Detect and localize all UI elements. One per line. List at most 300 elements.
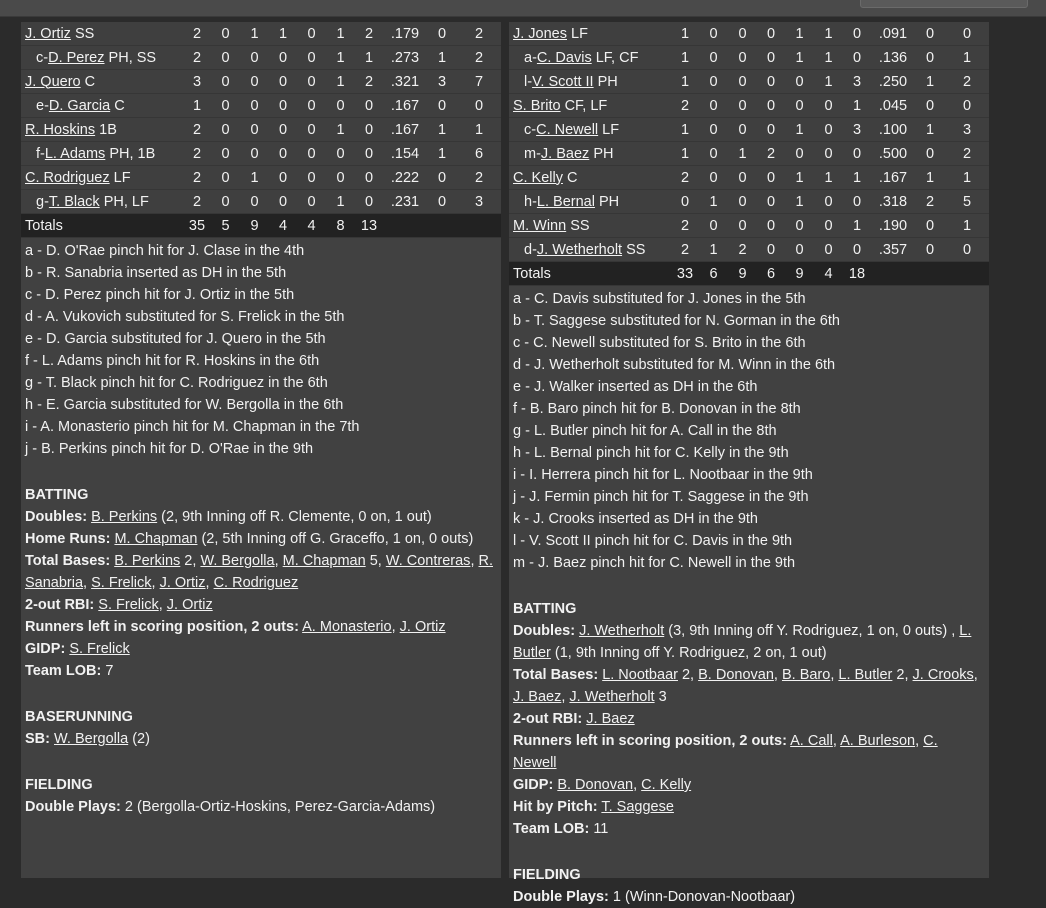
stat-text: 2, xyxy=(677,667,699,683)
note-line: c - C. Newell substituted for S. Brito in the 6th xyxy=(513,335,806,351)
stat-cell: 1 xyxy=(843,214,871,238)
stat-cell: 0 xyxy=(211,190,240,214)
stat-text: 1 (Winn-Donovan-Nootbaar) xyxy=(612,889,796,905)
player-link[interactable]: S. Frelick xyxy=(91,575,152,591)
note-line: f - B. Baro pinch hit for B. Donovan in the 8th xyxy=(513,401,801,417)
stat-cell: 2 xyxy=(183,118,211,142)
player-position: 1B xyxy=(99,121,117,138)
player-cell xyxy=(21,166,183,190)
stat-cell: 0 xyxy=(211,46,240,70)
player-position: C xyxy=(114,97,125,114)
player-cell xyxy=(509,70,671,94)
stat-cell: 0 xyxy=(240,46,269,70)
player-name-link[interactable]: C. Kelly xyxy=(513,169,563,186)
player-name-link[interactable]: J. Ortiz xyxy=(25,25,71,42)
fielding-section xyxy=(509,862,989,908)
player-name-link[interactable]: J. Jones xyxy=(513,25,567,42)
player-position: PH xyxy=(593,145,614,162)
stat-cell: 1 xyxy=(427,142,457,166)
player-position: PH, SS xyxy=(108,49,157,66)
note-line: f - L. Adams pinch hit for R. Hoskins in the 6th xyxy=(25,353,320,369)
stat-cell: 0 xyxy=(269,190,297,214)
stat-cell: 0 xyxy=(699,94,728,118)
stat-text: 5, xyxy=(365,553,386,569)
player-name-link[interactable]: V. Scott II xyxy=(532,73,594,90)
stat-cell: 1 xyxy=(326,190,355,214)
section-title: BATTING xyxy=(513,601,577,617)
section-title: BATTING xyxy=(25,487,89,503)
stat-cell: 0 xyxy=(728,190,757,214)
player-position: PH xyxy=(597,73,618,90)
player-link[interactable]: C. Rodriguez xyxy=(213,575,299,591)
player-link[interactable]: J. Baez xyxy=(586,711,635,727)
stat-cell: 0 xyxy=(427,166,457,190)
player-link[interactable]: A. Call xyxy=(790,733,833,749)
stat-cell: 0 xyxy=(427,190,457,214)
table-row xyxy=(509,214,989,238)
stat-cell: 0 xyxy=(211,70,240,94)
stat-cell: 2 xyxy=(757,142,785,166)
note-line: a - D. O'Rae pinch hit for J. Clase in the 4th xyxy=(25,243,305,259)
stat-cell: 1 xyxy=(269,22,297,46)
player-cell xyxy=(509,46,671,70)
totals-label: Totals xyxy=(21,214,183,238)
stat-cell: 2 xyxy=(183,46,211,70)
stat-cell: 1 xyxy=(814,70,843,94)
stat-label: Runners left in scoring position, 2 outs: xyxy=(513,733,787,749)
stat-cell: 1 xyxy=(785,166,814,190)
player-cell xyxy=(509,142,671,166)
stat-cell: 3 xyxy=(457,190,501,214)
baserunning-section xyxy=(21,704,501,750)
stat-cell: 0 xyxy=(915,142,945,166)
stat-cell: .321 xyxy=(383,70,427,94)
stat-line xyxy=(513,886,985,908)
player-link[interactable]: A. Burleson xyxy=(840,733,916,749)
stat-text: , xyxy=(391,619,400,635)
stat-cell: 0 xyxy=(728,166,757,190)
stat-cell: 1 xyxy=(728,142,757,166)
stat-cell: 0 xyxy=(355,94,383,118)
totals-stat: 9 xyxy=(785,262,814,286)
stat-cell: .091 xyxy=(871,22,915,46)
player-position: LF xyxy=(571,25,588,42)
stat-line xyxy=(25,728,497,750)
stat-cell: 0 xyxy=(240,142,269,166)
stat-line xyxy=(513,664,985,708)
table-row xyxy=(509,118,989,142)
totals-stat xyxy=(383,214,427,238)
player-position: SS xyxy=(570,217,590,234)
stat-cell: .100 xyxy=(871,118,915,142)
stat-cell: 0 xyxy=(297,142,326,166)
table-row xyxy=(509,142,989,166)
sub-prefix: c- xyxy=(36,49,49,66)
player-cell xyxy=(21,118,183,142)
totals-stat: 6 xyxy=(757,262,785,286)
stat-line xyxy=(513,796,985,818)
stat-cell: 0 xyxy=(843,142,871,166)
player-link[interactable]: C. Newell xyxy=(513,733,938,771)
stat-cell: 0 xyxy=(297,46,326,70)
stat-text: , xyxy=(633,777,642,793)
player-link[interactable]: J. Ortiz xyxy=(166,597,213,613)
player-position: PH, 1B xyxy=(109,145,156,162)
player-position: SS xyxy=(626,241,646,258)
stat-label: 2-out RBI: xyxy=(513,711,583,727)
stat-cell: 0 xyxy=(757,166,785,190)
top-toolbar xyxy=(0,0,1046,17)
player-link[interactable]: J. Baez xyxy=(513,689,562,705)
player-link[interactable]: R. Sanabria xyxy=(25,553,493,591)
stat-cell: .318 xyxy=(871,190,915,214)
stat-line xyxy=(513,774,985,796)
stat-cell: 1 xyxy=(785,22,814,46)
stat-cell: 0 xyxy=(326,94,355,118)
totals-stat: 9 xyxy=(240,214,269,238)
note-line: k - J. Crooks inserted as DH in the 9th xyxy=(513,511,758,527)
sub-prefix: c- xyxy=(524,121,537,138)
stat-cell: 0 xyxy=(355,190,383,214)
totals-stat xyxy=(915,262,945,286)
stat-cell: 0 xyxy=(427,94,457,118)
stat-label: GIDP: xyxy=(25,641,66,657)
note-line: g - T. Black pinch hit for C. Rodriguez in the 6th xyxy=(25,375,328,391)
player-link[interactable]: A. Monasterio xyxy=(302,619,392,635)
note-line: j - J. Fermin pinch hit for T. Saggese in the 9th xyxy=(513,489,809,505)
stat-cell: 0 xyxy=(240,190,269,214)
stat-line xyxy=(25,638,497,660)
stat-cell: 0 xyxy=(785,214,814,238)
stat-cell: 0 xyxy=(355,166,383,190)
stat-cell: 2 xyxy=(183,166,211,190)
stat-cell: 0 xyxy=(814,142,843,166)
stat-cell: .167 xyxy=(383,118,427,142)
stat-cell: 1 xyxy=(843,166,871,190)
note-line: j - B. Perkins pinch hit for D. O'Rae in the 9th xyxy=(25,441,314,457)
player-link[interactable]: L. Butler xyxy=(513,623,972,661)
player-cell xyxy=(509,166,671,190)
stat-cell: 0 xyxy=(211,22,240,46)
stat-text: (3, 9th Inning off Y. Rodriguez, 1 on, 0 outs) , xyxy=(664,623,960,639)
stat-line xyxy=(25,506,497,528)
player-position: CF, LF xyxy=(564,97,608,114)
stat-cell: 1 xyxy=(326,46,355,70)
stat-text: (2, 9th Inning off R. Clemente, 0 on, 1 out) xyxy=(157,509,432,525)
table-row xyxy=(21,46,501,70)
totals-stat: 4 xyxy=(297,214,326,238)
player-link[interactable]: B. Donovan xyxy=(698,667,774,683)
player-name-link[interactable]: D. Perez xyxy=(48,49,105,66)
sub-prefix: l- xyxy=(524,73,533,90)
stat-text: , xyxy=(830,667,839,683)
stat-line xyxy=(25,594,497,616)
table-row xyxy=(509,46,989,70)
totals-stat xyxy=(457,214,501,238)
player-position: LF xyxy=(113,169,131,186)
stat-label: Doubles: xyxy=(513,623,576,639)
stat-cell: 1 xyxy=(457,118,501,142)
stat-cell: 0 xyxy=(915,214,945,238)
stat-cell: 0 xyxy=(814,214,843,238)
stat-text: , xyxy=(561,689,570,705)
stat-line xyxy=(513,818,985,840)
player-position: SS xyxy=(74,25,95,42)
stat-label: Runners left in scoring position, 2 outs: xyxy=(25,619,299,635)
stat-cell: 6 xyxy=(457,142,501,166)
stat-cell: 0 xyxy=(785,70,814,94)
stat-text: , xyxy=(274,553,283,569)
stat-cell: 0 xyxy=(269,118,297,142)
stat-line xyxy=(25,550,497,594)
player-link[interactable]: W. Contreras xyxy=(385,553,471,569)
stat-text: , xyxy=(915,733,924,749)
player-link[interactable]: B. Donovan xyxy=(557,777,634,793)
stat-cell: 3 xyxy=(843,70,871,94)
table-row xyxy=(509,190,989,214)
stat-cell: 0 xyxy=(843,190,871,214)
player-name-link[interactable]: M. Winn xyxy=(513,217,567,234)
stat-text: (2) xyxy=(128,731,150,747)
stat-cell: 0 xyxy=(699,70,728,94)
stat-cell: 0 xyxy=(757,70,785,94)
stat-cell: 0 xyxy=(757,22,785,46)
stat-cell: 0 xyxy=(915,94,945,118)
stat-text: , xyxy=(973,667,978,683)
stat-text: , xyxy=(83,575,92,591)
stat-text: 2, xyxy=(892,667,913,683)
player-link[interactable]: W. Bergolla xyxy=(200,553,275,569)
player-name-link[interactable]: C. Newell xyxy=(536,121,599,138)
note-line: b - T. Saggese substituted for N. Gorman in the 6th xyxy=(513,313,840,329)
note-line: i - A. Monasterio pinch hit for M. Chapman in the 7th xyxy=(25,419,360,435)
table-row xyxy=(509,70,989,94)
player-name-link[interactable]: D. Garcia xyxy=(48,97,111,114)
player-name-link[interactable]: L. Bernal xyxy=(536,193,595,210)
player-name-link[interactable]: J. Quero xyxy=(25,73,81,90)
stat-cell: 0 xyxy=(757,118,785,142)
stat-cell: 0 xyxy=(757,238,785,262)
player-link[interactable]: C. Kelly xyxy=(641,777,692,793)
stat-cell: .231 xyxy=(383,190,427,214)
stat-cell: 2 xyxy=(671,238,699,262)
stat-text: 11 xyxy=(593,821,609,837)
player-link[interactable]: L. Butler xyxy=(838,667,893,683)
stat-cell: 0 xyxy=(297,166,326,190)
stat-cell: 1 xyxy=(671,70,699,94)
stat-cell: 1 xyxy=(240,22,269,46)
stat-cell: 0 xyxy=(211,142,240,166)
player-position: C xyxy=(567,169,578,186)
stat-text: , xyxy=(470,553,479,569)
player-link[interactable]: J. Wetherholt xyxy=(569,689,655,705)
note-line: h - E. Garcia substituted for W. Bergolla in the 6th xyxy=(25,397,344,413)
stat-cell: 0 xyxy=(297,118,326,142)
player-link[interactable]: W. Bergolla xyxy=(54,731,129,747)
totals-stat: 5 xyxy=(211,214,240,238)
player-name-link[interactable]: C. Rodriguez xyxy=(25,169,110,186)
stat-label: Hit by Pitch: xyxy=(513,799,598,815)
player-cell xyxy=(21,94,183,118)
top-search-field[interactable] xyxy=(860,0,1028,8)
substitution-notes xyxy=(21,238,501,460)
player-name-link[interactable]: C. Davis xyxy=(536,49,592,66)
player-cell xyxy=(509,238,671,262)
table-row xyxy=(21,22,501,46)
stat-cell: 0 xyxy=(785,142,814,166)
stat-cell: 2 xyxy=(671,214,699,238)
note-line: b - R. Sanabria inserted as DH in the 5th xyxy=(25,265,287,281)
stat-cell: 1 xyxy=(427,118,457,142)
player-link[interactable]: S. Frelick xyxy=(98,597,159,613)
stat-cell: 0 xyxy=(211,118,240,142)
stat-cell: 1 xyxy=(814,46,843,70)
stat-text: 3 xyxy=(654,689,667,705)
note-line: i - I. Herrera pinch hit for L. Nootbaar in the 9th xyxy=(513,467,813,483)
stat-cell: .179 xyxy=(383,22,427,46)
batting-box-table xyxy=(21,22,501,238)
player-cell xyxy=(21,46,183,70)
stat-cell: 2 xyxy=(183,190,211,214)
player-link[interactable]: B. Perkins xyxy=(114,553,181,569)
stat-cell: 1 xyxy=(240,166,269,190)
stat-cell: 1 xyxy=(785,118,814,142)
batting-section xyxy=(21,482,501,682)
note-line: e - D. Garcia substituted for J. Quero in the 5th xyxy=(25,331,326,347)
player-link[interactable]: S. Frelick xyxy=(69,641,130,657)
stat-cell: 0 xyxy=(814,94,843,118)
player-position: LF, CF xyxy=(595,49,639,66)
stat-cell: .167 xyxy=(871,166,915,190)
stat-cell: .167 xyxy=(383,94,427,118)
player-cell xyxy=(509,214,671,238)
player-link[interactable]: M. Chapman xyxy=(114,531,198,547)
player-name-link[interactable]: J. Wetherholt xyxy=(536,241,623,258)
player-link[interactable]: B. Perkins xyxy=(91,509,158,525)
player-name-link[interactable]: L. Adams xyxy=(44,145,106,162)
stat-cell: 2 xyxy=(671,166,699,190)
stat-cell: 0 xyxy=(699,166,728,190)
stat-cell: 3 xyxy=(945,118,989,142)
player-position: LF xyxy=(602,121,620,138)
player-name-link[interactable]: R. Hoskins xyxy=(25,121,96,138)
stat-cell: 3 xyxy=(183,70,211,94)
stat-text: (1, 9th Inning off Y. Rodriguez, 2 on, 1 out) xyxy=(550,645,827,661)
stat-label: Total Bases: xyxy=(25,553,111,569)
stat-cell: 0 xyxy=(671,190,699,214)
table-row xyxy=(509,22,989,46)
stat-cell: 0 xyxy=(757,94,785,118)
table-row xyxy=(509,94,989,118)
stat-cell: 2 xyxy=(915,190,945,214)
player-link[interactable]: T. Saggese xyxy=(601,799,674,815)
stat-line xyxy=(25,660,497,682)
stat-cell: .250 xyxy=(871,70,915,94)
stat-line xyxy=(513,708,985,730)
totals-stat: 6 xyxy=(699,262,728,286)
note-line: d - A. Vukovich substituted for S. Frelick in the 5th xyxy=(25,309,345,325)
section-title: FIELDING xyxy=(513,867,581,883)
stat-cell: 1 xyxy=(915,70,945,94)
stat-text: 2 (Bergolla-Ortiz-Hoskins, Perez-Garcia-Adams) xyxy=(124,799,436,815)
player-link[interactable]: J. Wetherholt xyxy=(579,623,665,639)
stat-cell: 1 xyxy=(671,46,699,70)
stat-cell: 1 xyxy=(699,190,728,214)
table-row xyxy=(21,94,501,118)
stat-cell: 0 xyxy=(699,22,728,46)
player-name-link[interactable]: J. Baez xyxy=(540,145,590,162)
stat-cell: 0 xyxy=(843,46,871,70)
stat-cell: .222 xyxy=(383,166,427,190)
totals-stat xyxy=(871,262,915,286)
totals-stat: 13 xyxy=(355,214,383,238)
stat-cell: 1 xyxy=(671,22,699,46)
stat-label: SB: xyxy=(25,731,50,747)
player-cell xyxy=(509,190,671,214)
batting-box-table xyxy=(509,22,989,286)
stat-cell: .273 xyxy=(383,46,427,70)
stat-cell: 0 xyxy=(757,190,785,214)
stat-cell: 0 xyxy=(240,94,269,118)
stat-label: Team LOB: xyxy=(25,663,102,679)
note-line: e - J. Walker inserted as DH in the 6th xyxy=(513,379,758,395)
stat-cell: 0 xyxy=(297,70,326,94)
totals-stat: 9 xyxy=(728,262,757,286)
stat-cell: 3 xyxy=(427,70,457,94)
stat-cell: 0 xyxy=(915,238,945,262)
stat-cell: 2 xyxy=(457,46,501,70)
player-link[interactable]: B. Baro xyxy=(781,667,831,683)
totals-stat: 35 xyxy=(183,214,211,238)
stat-cell: 2 xyxy=(728,238,757,262)
totals-row xyxy=(21,214,501,238)
stat-cell: 1 xyxy=(843,94,871,118)
stat-label: 2-out RBI: xyxy=(25,597,95,613)
totals-stat: 4 xyxy=(269,214,297,238)
stat-cell: 1 xyxy=(785,190,814,214)
stat-label: Team LOB: xyxy=(513,821,590,837)
stat-cell: 0 xyxy=(326,142,355,166)
stat-cell: .500 xyxy=(871,142,915,166)
stat-cell: 0 xyxy=(457,94,501,118)
stat-cell: 0 xyxy=(269,46,297,70)
player-name-link[interactable]: T. Black xyxy=(48,193,100,210)
player-link[interactable]: J. Ortiz xyxy=(159,575,206,591)
player-link[interactable]: L. Nootbaar xyxy=(602,667,678,683)
stat-line xyxy=(513,730,985,774)
stat-cell: 0 xyxy=(211,166,240,190)
stat-cell: 2 xyxy=(457,166,501,190)
section-title: BASERUNNING xyxy=(25,709,133,725)
stat-cell: 0 xyxy=(843,238,871,262)
stat-cell: 0 xyxy=(297,190,326,214)
stat-cell: 2 xyxy=(945,142,989,166)
player-name-link[interactable]: S. Brito xyxy=(513,97,561,114)
totals-stat xyxy=(427,214,457,238)
stat-cell: 5 xyxy=(945,190,989,214)
stat-cell: 0 xyxy=(785,238,814,262)
player-link[interactable]: J. Crooks xyxy=(912,667,974,683)
stat-line xyxy=(25,528,497,550)
stat-cell: 0 xyxy=(814,190,843,214)
stat-cell: 2 xyxy=(355,22,383,46)
stat-cell: 1 xyxy=(183,94,211,118)
player-link[interactable]: J. Ortiz xyxy=(399,619,446,635)
stat-text: (2, 5th Inning off G. Graceffo, 1 on, 0 outs) xyxy=(197,531,474,547)
stat-cell: 1 xyxy=(945,166,989,190)
player-link[interactable]: M. Chapman xyxy=(282,553,366,569)
stat-text: , xyxy=(773,667,782,683)
